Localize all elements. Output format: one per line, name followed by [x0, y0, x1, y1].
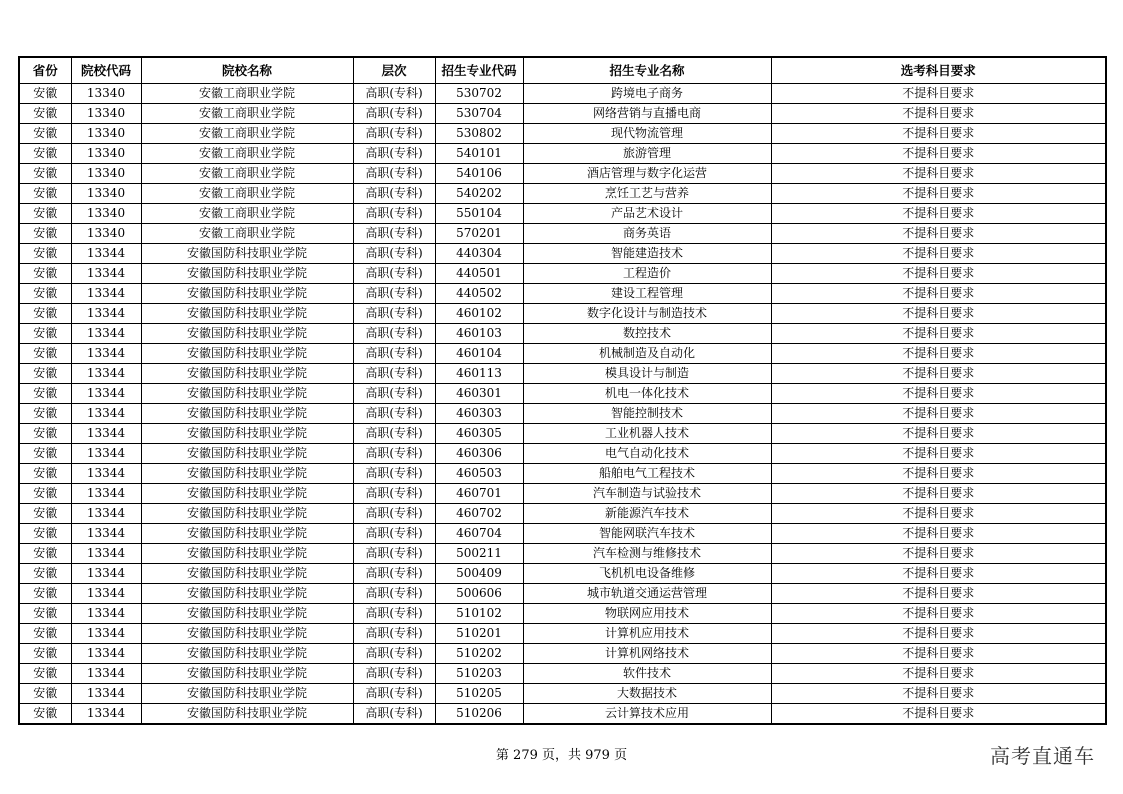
cell-school-name: 安徽国防科技职业学院	[141, 284, 353, 304]
cell-subject-requirement: 不提科目要求	[771, 304, 1106, 324]
cell-province: 安徽	[19, 504, 71, 524]
cell-subject-requirement: 不提科目要求	[771, 204, 1106, 224]
cell-major-code: 460704	[435, 524, 523, 544]
cell-province: 安徽	[19, 424, 71, 444]
cell-school-code: 13344	[71, 304, 141, 324]
cell-major-code: 510202	[435, 644, 523, 664]
cell-school-code: 13344	[71, 524, 141, 544]
cell-subject-requirement: 不提科目要求	[771, 464, 1106, 484]
cell-school-code: 13340	[71, 144, 141, 164]
cell-level: 高职(专科)	[353, 184, 435, 204]
cell-school-name: 安徽国防科技职业学院	[141, 564, 353, 584]
table-row	[19, 624, 1106, 644]
cell-major-name: 大数据技术	[523, 684, 771, 704]
cell-level: 高职(专科)	[353, 464, 435, 484]
cell-school-name: 安徽国防科技职业学院	[141, 344, 353, 364]
cell-province: 安徽	[19, 244, 71, 264]
table-row	[19, 544, 1106, 564]
cell-school-name: 安徽国防科技职业学院	[141, 504, 353, 524]
cell-major-name: 计算机应用技术	[523, 624, 771, 644]
cell-school-name: 安徽工商职业学院	[141, 224, 353, 244]
cell-subject-requirement: 不提科目要求	[771, 424, 1106, 444]
cell-major-name: 软件技术	[523, 664, 771, 684]
cell-province: 安徽	[19, 344, 71, 364]
cell-major-code: 460503	[435, 464, 523, 484]
cell-major-code: 530802	[435, 124, 523, 144]
cell-school-code: 13344	[71, 624, 141, 644]
table-row	[19, 244, 1106, 264]
cell-school-code: 13340	[71, 124, 141, 144]
table-row	[19, 684, 1106, 704]
cell-level: 高职(专科)	[353, 124, 435, 144]
cell-level: 高职(专科)	[353, 684, 435, 704]
header-major-name: 招生专业名称	[523, 57, 771, 84]
cell-school-name: 安徽国防科技职业学院	[141, 644, 353, 664]
table-row	[19, 164, 1106, 184]
cell-level: 高职(专科)	[353, 664, 435, 684]
cell-major-code: 540101	[435, 144, 523, 164]
cell-major-code: 460701	[435, 484, 523, 504]
cell-level: 高职(专科)	[353, 624, 435, 644]
cell-level: 高职(专科)	[353, 104, 435, 124]
cell-province: 安徽	[19, 664, 71, 684]
watermark-text: 高考直通车	[990, 744, 1095, 768]
cell-major-name: 智能建造技术	[523, 244, 771, 264]
cell-major-code: 500211	[435, 544, 523, 564]
table-row	[19, 384, 1106, 404]
cell-school-code: 13344	[71, 364, 141, 384]
cell-level: 高职(专科)	[353, 144, 435, 164]
cell-major-name: 工业机器人技术	[523, 424, 771, 444]
cell-school-name: 安徽国防科技职业学院	[141, 624, 353, 644]
cell-province: 安徽	[19, 324, 71, 344]
cell-subject-requirement: 不提科目要求	[771, 644, 1106, 664]
cell-subject-requirement: 不提科目要求	[771, 404, 1106, 424]
cell-school-code: 13340	[71, 164, 141, 184]
page-number: 第 279 页，共 979 页	[495, 748, 628, 763]
cell-major-name: 汽车制造与试验技术	[523, 484, 771, 504]
cell-major-name: 智能网联汽车技术	[523, 524, 771, 544]
cell-level: 高职(专科)	[353, 284, 435, 304]
cell-subject-requirement: 不提科目要求	[771, 224, 1106, 244]
cell-province: 安徽	[19, 704, 71, 725]
table-row	[19, 284, 1106, 304]
cell-province: 安徽	[19, 404, 71, 424]
cell-major-code: 500606	[435, 584, 523, 604]
cell-major-name: 机械制造及自动化	[523, 344, 771, 364]
cell-school-name: 安徽国防科技职业学院	[141, 584, 353, 604]
cell-province: 安徽	[19, 184, 71, 204]
admissions-table	[18, 56, 1107, 725]
cell-level: 高职(专科)	[353, 264, 435, 284]
cell-school-name: 安徽国防科技职业学院	[141, 244, 353, 264]
cell-province: 安徽	[19, 124, 71, 144]
cell-subject-requirement: 不提科目要求	[771, 364, 1106, 384]
cell-school-code: 13340	[71, 224, 141, 244]
cell-level: 高职(专科)	[353, 504, 435, 524]
cell-level: 高职(专科)	[353, 424, 435, 444]
table-row	[19, 704, 1106, 725]
cell-school-code: 13344	[71, 404, 141, 424]
cell-province: 安徽	[19, 224, 71, 244]
table-row	[19, 224, 1106, 244]
cell-province: 安徽	[19, 304, 71, 324]
cell-subject-requirement: 不提科目要求	[771, 504, 1106, 524]
cell-level: 高职(专科)	[353, 444, 435, 464]
cell-major-code: 510203	[435, 664, 523, 684]
cell-school-name: 安徽国防科技职业学院	[141, 484, 353, 504]
cell-subject-requirement: 不提科目要求	[771, 184, 1106, 204]
cell-level: 高职(专科)	[353, 164, 435, 184]
cell-school-code: 13340	[71, 184, 141, 204]
cell-level: 高职(专科)	[353, 484, 435, 504]
cell-school-name: 安徽工商职业学院	[141, 124, 353, 144]
cell-school-code: 13344	[71, 444, 141, 464]
cell-major-name: 工程造价	[523, 264, 771, 284]
table-row	[19, 584, 1106, 604]
cell-province: 安徽	[19, 284, 71, 304]
cell-level: 高职(专科)	[353, 84, 435, 104]
cell-school-code: 13344	[71, 284, 141, 304]
cell-school-code: 13344	[71, 324, 141, 344]
cell-school-code: 13344	[71, 704, 141, 725]
header-major-code: 招生专业代码	[435, 57, 523, 84]
cell-school-code: 13340	[71, 104, 141, 124]
table-row	[19, 124, 1106, 144]
cell-school-name: 安徽国防科技职业学院	[141, 304, 353, 324]
cell-level: 高职(专科)	[353, 364, 435, 384]
cell-major-name: 酒店管理与数字化运营	[523, 164, 771, 184]
cell-level: 高职(专科)	[353, 224, 435, 244]
cell-school-name: 安徽工商职业学院	[141, 184, 353, 204]
table-row	[19, 504, 1106, 524]
cell-school-name: 安徽国防科技职业学院	[141, 464, 353, 484]
cell-level: 高职(专科)	[353, 204, 435, 224]
cell-level: 高职(专科)	[353, 244, 435, 264]
cell-major-code: 460104	[435, 344, 523, 364]
cell-subject-requirement: 不提科目要求	[771, 384, 1106, 404]
cell-school-code: 13344	[71, 684, 141, 704]
cell-major-name: 智能控制技术	[523, 404, 771, 424]
cell-major-name: 商务英语	[523, 224, 771, 244]
cell-major-name: 机电一体化技术	[523, 384, 771, 404]
cell-major-name: 网络营销与直播电商	[523, 104, 771, 124]
cell-subject-requirement: 不提科目要求	[771, 244, 1106, 264]
cell-school-name: 安徽国防科技职业学院	[141, 684, 353, 704]
header-school-name: 院校名称	[141, 57, 353, 84]
table-row	[19, 404, 1106, 424]
cell-school-code: 13344	[71, 424, 141, 444]
cell-major-code: 460113	[435, 364, 523, 384]
table-row	[19, 564, 1106, 584]
cell-major-code: 460301	[435, 384, 523, 404]
cell-major-code: 530702	[435, 84, 523, 104]
cell-province: 安徽	[19, 144, 71, 164]
table-row	[19, 324, 1106, 344]
cell-major-name: 飞机机电设备维修	[523, 564, 771, 584]
cell-major-code: 440501	[435, 264, 523, 284]
cell-major-code: 460102	[435, 304, 523, 324]
cell-subject-requirement: 不提科目要求	[771, 124, 1106, 144]
cell-major-code: 460306	[435, 444, 523, 464]
cell-subject-requirement: 不提科目要求	[771, 104, 1106, 124]
cell-school-name: 安徽国防科技职业学院	[141, 524, 353, 544]
cell-school-name: 安徽国防科技职业学院	[141, 364, 353, 384]
cell-major-name: 数控技术	[523, 324, 771, 344]
cell-province: 安徽	[19, 624, 71, 644]
cell-major-code: 570201	[435, 224, 523, 244]
cell-subject-requirement: 不提科目要求	[771, 444, 1106, 464]
cell-school-code: 13344	[71, 604, 141, 624]
cell-school-code: 13344	[71, 384, 141, 404]
cell-province: 安徽	[19, 564, 71, 584]
cell-major-name: 电气自动化技术	[523, 444, 771, 464]
cell-province: 安徽	[19, 584, 71, 604]
cell-school-name: 安徽国防科技职业学院	[141, 404, 353, 424]
cell-subject-requirement: 不提科目要求	[771, 584, 1106, 604]
cell-major-code: 460702	[435, 504, 523, 524]
cell-subject-requirement: 不提科目要求	[771, 604, 1106, 624]
cell-school-code: 13344	[71, 544, 141, 564]
cell-major-code: 510102	[435, 604, 523, 624]
cell-school-name: 安徽国防科技职业学院	[141, 424, 353, 444]
cell-school-name: 安徽国防科技职业学院	[141, 264, 353, 284]
cell-school-code: 13344	[71, 504, 141, 524]
cell-level: 高职(专科)	[353, 384, 435, 404]
cell-school-name: 安徽国防科技职业学院	[141, 324, 353, 344]
cell-subject-requirement: 不提科目要求	[771, 264, 1106, 284]
header-province: 省份	[19, 57, 71, 84]
cell-school-code: 13344	[71, 264, 141, 284]
cell-subject-requirement: 不提科目要求	[771, 324, 1106, 344]
cell-level: 高职(专科)	[353, 404, 435, 424]
cell-province: 安徽	[19, 164, 71, 184]
cell-school-name: 安徽工商职业学院	[141, 204, 353, 224]
cell-province: 安徽	[19, 84, 71, 104]
table-row	[19, 144, 1106, 164]
cell-major-name: 物联网应用技术	[523, 604, 771, 624]
cell-major-code: 540106	[435, 164, 523, 184]
table-row	[19, 644, 1106, 664]
cell-subject-requirement: 不提科目要求	[771, 284, 1106, 304]
cell-school-code: 13344	[71, 244, 141, 264]
cell-major-code: 510206	[435, 704, 523, 725]
cell-province: 安徽	[19, 104, 71, 124]
cell-major-code: 460305	[435, 424, 523, 444]
cell-level: 高职(专科)	[353, 604, 435, 624]
cell-subject-requirement: 不提科目要求	[771, 624, 1106, 644]
header-level: 层次	[353, 57, 435, 84]
cell-major-code: 530704	[435, 104, 523, 124]
cell-major-code: 500409	[435, 564, 523, 584]
table-row	[19, 604, 1106, 624]
table-body	[19, 84, 1106, 725]
cell-province: 安徽	[19, 644, 71, 664]
cell-subject-requirement: 不提科目要求	[771, 164, 1106, 184]
cell-province: 安徽	[19, 484, 71, 504]
cell-major-code: 510205	[435, 684, 523, 704]
table-row	[19, 184, 1106, 204]
cell-school-name: 安徽工商职业学院	[141, 144, 353, 164]
table-row	[19, 664, 1106, 684]
table-row	[19, 444, 1106, 464]
cell-subject-requirement: 不提科目要求	[771, 84, 1106, 104]
cell-level: 高职(专科)	[353, 644, 435, 664]
cell-school-name: 安徽工商职业学院	[141, 104, 353, 124]
admissions-table-container	[18, 56, 1105, 725]
table-row	[19, 204, 1106, 224]
cell-major-name: 建设工程管理	[523, 284, 771, 304]
cell-major-name: 模具设计与制造	[523, 364, 771, 384]
cell-province: 安徽	[19, 604, 71, 624]
cell-school-name: 安徽国防科技职业学院	[141, 444, 353, 464]
cell-province: 安徽	[19, 444, 71, 464]
table-row	[19, 464, 1106, 484]
cell-level: 高职(专科)	[353, 704, 435, 725]
cell-major-code: 510201	[435, 624, 523, 644]
cell-major-name: 跨境电子商务	[523, 84, 771, 104]
table-row	[19, 344, 1106, 364]
cell-subject-requirement: 不提科目要求	[771, 484, 1106, 504]
cell-subject-requirement: 不提科目要求	[771, 704, 1106, 725]
cell-school-name: 安徽国防科技职业学院	[141, 664, 353, 684]
cell-major-name: 数字化设计与制造技术	[523, 304, 771, 324]
table-row	[19, 424, 1106, 444]
cell-school-code: 13344	[71, 644, 141, 664]
cell-province: 安徽	[19, 464, 71, 484]
table-row	[19, 304, 1106, 324]
cell-level: 高职(专科)	[353, 344, 435, 364]
table-header	[19, 57, 1106, 84]
table-row	[19, 524, 1106, 544]
cell-subject-requirement: 不提科目要求	[771, 684, 1106, 704]
cell-subject-requirement: 不提科目要求	[771, 344, 1106, 364]
cell-school-code: 13344	[71, 484, 141, 504]
cell-school-code: 13344	[71, 584, 141, 604]
table-row	[19, 104, 1106, 124]
cell-major-name: 船舶电气工程技术	[523, 464, 771, 484]
cell-subject-requirement: 不提科目要求	[771, 144, 1106, 164]
cell-level: 高职(专科)	[353, 304, 435, 324]
cell-level: 高职(专科)	[353, 524, 435, 544]
cell-school-name: 安徽国防科技职业学院	[141, 704, 353, 725]
cell-province: 安徽	[19, 544, 71, 564]
cell-major-name: 城市轨道交通运营管理	[523, 584, 771, 604]
cell-major-name: 计算机网络技术	[523, 644, 771, 664]
cell-school-name: 安徽工商职业学院	[141, 164, 353, 184]
header-subject-requirement: 选考科目要求	[771, 57, 1106, 84]
cell-school-code: 13344	[71, 344, 141, 364]
cell-school-name: 安徽国防科技职业学院	[141, 384, 353, 404]
cell-level: 高职(专科)	[353, 564, 435, 584]
cell-province: 安徽	[19, 364, 71, 384]
cell-level: 高职(专科)	[353, 584, 435, 604]
cell-major-code: 460303	[435, 404, 523, 424]
cell-subject-requirement: 不提科目要求	[771, 664, 1106, 684]
cell-major-code: 460103	[435, 324, 523, 344]
cell-level: 高职(专科)	[353, 324, 435, 344]
cell-major-name: 汽车检测与维修技术	[523, 544, 771, 564]
cell-major-code: 550104	[435, 204, 523, 224]
cell-major-name: 云计算技术应用	[523, 704, 771, 725]
cell-province: 安徽	[19, 684, 71, 704]
cell-subject-requirement: 不提科目要求	[771, 544, 1106, 564]
cell-school-name: 安徽国防科技职业学院	[141, 604, 353, 624]
cell-school-code: 13344	[71, 564, 141, 584]
cell-major-name: 新能源汽车技术	[523, 504, 771, 524]
cell-major-code: 540202	[435, 184, 523, 204]
table-row	[19, 264, 1106, 284]
cell-school-code: 13344	[71, 464, 141, 484]
cell-subject-requirement: 不提科目要求	[771, 564, 1106, 584]
cell-major-code: 440304	[435, 244, 523, 264]
header-school-code: 院校代码	[71, 57, 141, 84]
cell-school-code: 13340	[71, 204, 141, 224]
cell-level: 高职(专科)	[353, 544, 435, 564]
cell-major-code: 440502	[435, 284, 523, 304]
cell-major-name: 烹饪工艺与营养	[523, 184, 771, 204]
cell-major-name: 现代物流管理	[523, 124, 771, 144]
cell-province: 安徽	[19, 384, 71, 404]
cell-school-code: 13344	[71, 664, 141, 684]
cell-school-code: 13340	[71, 84, 141, 104]
table-row	[19, 84, 1106, 104]
cell-major-name: 旅游管理	[523, 144, 771, 164]
cell-province: 安徽	[19, 264, 71, 284]
cell-province: 安徽	[19, 524, 71, 544]
cell-major-name: 产品艺术设计	[523, 204, 771, 224]
cell-subject-requirement: 不提科目要求	[771, 524, 1106, 544]
cell-school-name: 安徽工商职业学院	[141, 84, 353, 104]
table-row	[19, 364, 1106, 384]
cell-province: 安徽	[19, 204, 71, 224]
header-row	[19, 57, 1106, 84]
table-row	[19, 484, 1106, 504]
cell-school-name: 安徽国防科技职业学院	[141, 544, 353, 564]
